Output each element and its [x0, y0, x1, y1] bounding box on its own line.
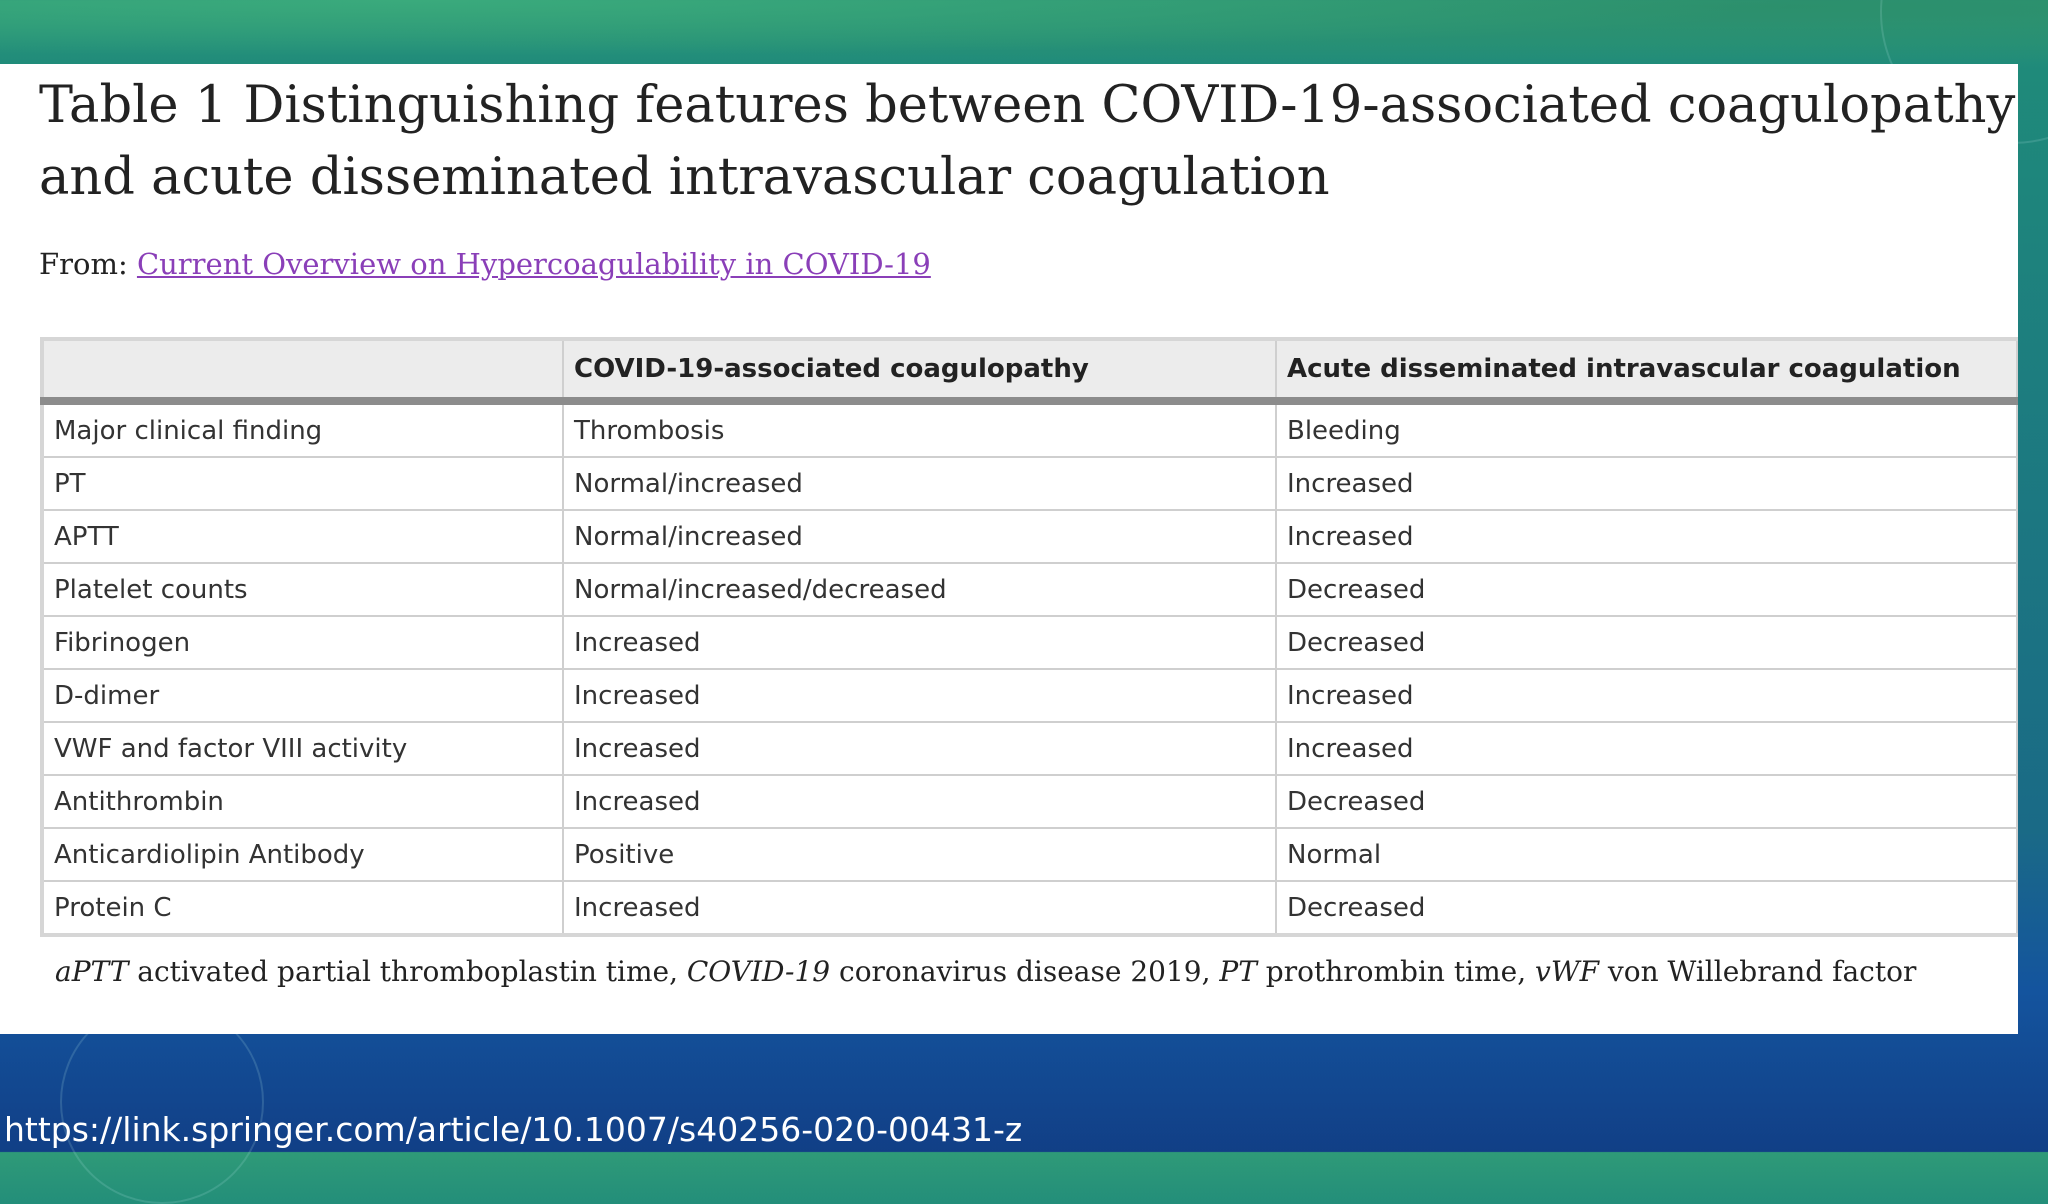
footnote-definition: coronavirus disease 2019,: [830, 955, 1220, 988]
dic-cell: Normal: [1276, 828, 2017, 881]
feature-cell: Protein C: [42, 881, 563, 935]
feature-cell: VWF and factor VIII activity: [42, 722, 563, 775]
covid-cell: Increased: [563, 669, 1276, 722]
feature-cell: Antithrombin: [42, 775, 563, 828]
feature-cell: Anticardiolipin Antibody: [42, 828, 563, 881]
table-row: [42, 722, 2017, 775]
table-row: [42, 881, 2017, 935]
dic-cell: Bleeding: [1276, 401, 2017, 457]
table-row: [42, 775, 2017, 828]
table-row: [42, 616, 2017, 669]
from-label: From:: [39, 247, 128, 281]
dic-cell: Increased: [1276, 669, 2017, 722]
source-url: https://link.springer.com/article/10.1007/s40256-020-00431-z: [4, 1110, 1023, 1149]
feature-cell: D-dimer: [42, 669, 563, 722]
dic-cell: Decreased: [1276, 563, 2017, 616]
dic-cell: Increased: [1276, 722, 2017, 775]
covid-cell: Increased: [563, 881, 1276, 935]
background-top-band: [0, 0, 2048, 66]
feature-cell: Platelet counts: [42, 563, 563, 616]
footnote-definition: prothrombin time,: [1256, 955, 1535, 988]
feature-cell: APTT: [42, 510, 563, 563]
covid-cell: Increased: [563, 775, 1276, 828]
table-row: [42, 563, 2017, 616]
source-article-link[interactable]: Current Overview on Hypercoagulability in COVID-19: [136, 247, 931, 281]
header-acute-dic: Acute disseminated intravascular coagulation: [1276, 339, 2017, 401]
table-row: [42, 669, 2017, 722]
table-footnote: [55, 955, 1916, 988]
source-reference: [39, 247, 931, 281]
header-feature: [42, 339, 563, 401]
dic-cell: Decreased: [1276, 775, 2017, 828]
feature-cell: PT: [42, 457, 563, 510]
comparison-table: [40, 337, 2018, 937]
covid-cell: Increased: [563, 616, 1276, 669]
covid-cell: Normal/increased/decreased: [563, 563, 1276, 616]
covid-cell: Thrombosis: [563, 401, 1276, 457]
table-row: [42, 510, 2017, 563]
footnote-abbr: aPTT: [55, 955, 129, 988]
feature-cell: Fibrinogen: [42, 616, 563, 669]
header-covid-coagulopathy: COVID-19-associated coagulopathy: [563, 339, 1276, 401]
footnote-abbr: vWF: [1535, 955, 1600, 988]
dic-cell: Increased: [1276, 457, 2017, 510]
table-header-row: [42, 339, 2017, 401]
footnote-abbr: PT: [1219, 955, 1257, 988]
footnote-abbr: COVID-19: [686, 955, 831, 988]
covid-cell: Increased: [563, 722, 1276, 775]
covid-cell: Positive: [563, 828, 1276, 881]
dic-cell: Decreased: [1276, 881, 2017, 935]
table-title: Table 1 Distinguishing features between COVID-19-associated coagulopathy and acute disseminated intravascular coagulation: [39, 76, 2016, 207]
footnote-definition: activated partial thromboplastin time,: [128, 955, 687, 988]
table-row: [42, 457, 2017, 510]
table-row: [42, 401, 2017, 457]
dic-cell: Increased: [1276, 510, 2017, 563]
feature-cell: Major clinical finding: [42, 401, 563, 457]
table-row: [42, 828, 2017, 881]
dic-cell: Decreased: [1276, 616, 2017, 669]
footnote-definition: von Willebrand factor: [1599, 955, 1917, 988]
covid-cell: Normal/increased: [563, 457, 1276, 510]
covid-cell: Normal/increased: [563, 510, 1276, 563]
